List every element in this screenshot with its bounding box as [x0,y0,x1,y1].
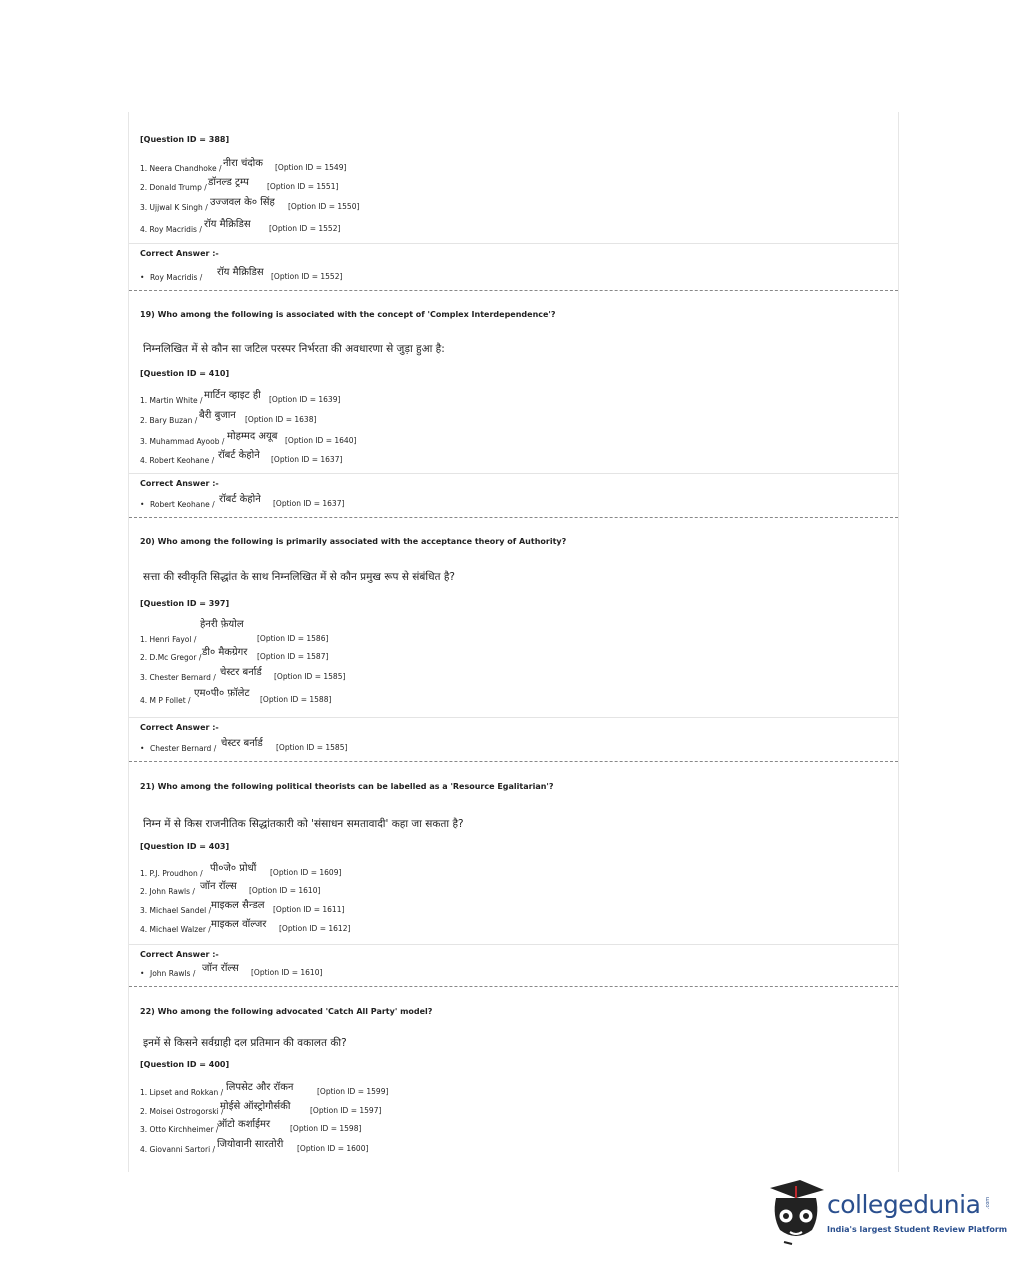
question-paper-page [128,112,899,1172]
option-text-en: 1. Neera Chandhoke / [140,164,222,173]
correct-answer-label: Correct Answer :- [140,479,219,488]
option-id: [Option ID = 1639] [269,395,341,404]
option-text-en: Roy Macridis / [150,273,203,282]
option-text-hi: उज्जवल के० सिंह [210,197,275,208]
option-text-hi: जॉन रॉल्स [200,881,237,892]
option-id: [Option ID = 1552] [269,224,341,233]
option-id: [Option ID = 1585] [274,672,346,681]
option-text-en: 3. Michael Sandel / [140,906,212,915]
question-title: 19) Who among the following is associated with the concept of 'Complex Interdependence'? [140,310,556,319]
option-text-hi: जॉन रॉल्स [202,963,239,974]
option-text-hi: रॉय मैक्रिडिस [217,267,264,278]
collegedunia-logo [766,1176,1008,1248]
option-id: [Option ID = 1637] [271,455,343,464]
option-text-hi: रॉबर्ट केहोने [219,494,261,505]
option-text-hi: मोहम्मद अयूब [227,431,278,442]
option-text-hi: चेस्टर बर्नार्ड [221,738,263,749]
option-text-en: 1. Martin White / [140,396,203,405]
option-id: [Option ID = 1612] [279,924,351,933]
question-title-hindi: सत्ता की स्वीकृति सिद्धांत के साथ निम्नलिखित में से कौन प्रमुख रूप से संबंधित है? [143,571,455,583]
mascot-icon [766,1176,826,1248]
question-title: 20) Who among the following is primarily associated with the acceptance theory of Authority? [140,537,567,546]
option-text-en: 2. Bary Buzan / [140,416,198,425]
option-id: [Option ID = 1552] [271,272,343,281]
option-text-en: 4. Roy Macridis / [140,225,202,234]
option-id: [Option ID = 1588] [260,695,332,704]
question-title: 21) Who among the following political theorists can be labelled as a 'Resource Egalitarian'? [140,782,554,791]
question-separator [129,761,898,762]
option-id: [Option ID = 1611] [273,905,345,914]
correct-answer-label: Correct Answer :- [140,723,219,732]
option-text-hi: पी०जे० प्रोधौं [210,863,257,874]
question-separator [129,290,898,291]
option-text-hi: मोईसे ऑस्ट्रोगौर्सकी [220,1101,291,1112]
option-text-en: 4. Robert Keohane / [140,456,215,465]
option-text-en: 3. Otto Kirchheimer / [140,1125,219,1134]
option-id: [Option ID = 1549] [275,163,347,172]
divider [129,944,898,945]
option-text-en: 4. Michael Walzer / [140,925,211,934]
option-id: [Option ID = 1587] [257,652,329,661]
question-id: [Question ID = 400] [140,1060,230,1069]
option-id: [Option ID = 1610] [249,886,321,895]
option-text-hi: हेनरी फ़ेयोल [200,619,244,630]
option-id: [Option ID = 1600] [297,1144,369,1153]
option-text-en: 2. John Rawls / [140,887,195,896]
option-text-hi: ऑटो कर्शाईमर [217,1119,271,1130]
correct-answer-label: Correct Answer :- [140,249,219,258]
option-id: [Option ID = 1638] [245,415,317,424]
option-text-en: 2. Donald Trump / [140,183,207,192]
question-title: 22) Who among the following advocated 'Catch All Party' model? [140,1007,433,1016]
bullet-icon: • [140,744,145,753]
option-text-en: 3. Ujjwal K Singh / [140,203,208,212]
question-title-hindi: निम्नलिखित में से कौन सा जटिल परस्पर निर्भरता की अवधारणा से जुड़ा हुआ है: [143,343,445,355]
option-id: [Option ID = 1640] [285,436,357,445]
option-id: [Option ID = 1551] [267,182,339,191]
option-text-hi: मार्टिन व्हाइट ही [204,390,261,401]
question-separator [129,517,898,518]
option-id: [Option ID = 1585] [276,743,348,752]
option-text-hi: डॉनल्ड ट्रम्प [208,177,249,188]
option-text-hi: बैरी बुजान [199,410,236,421]
question-title-hindi: निम्न में से किस राजनीतिक सिद्धांतकारी को 'संसाधन समतावादी' कहा जा सकता है? [143,818,464,830]
bullet-icon: • [140,500,145,509]
option-text-en: 4. Giovanni Sartori / [140,1145,216,1154]
logo-tagline: India's largest Student Review Platform [827,1225,1008,1234]
option-text-hi: चेस्टर बर्नार्ड [220,667,262,678]
option-text-hi: माइकल वॉल्जर [211,919,267,930]
option-text-en: 3. Muhammad Ayoob / [140,437,225,446]
option-text-en: 1. Lipset and Rokkan / [140,1088,224,1097]
option-text-en: 2. D.Mc Gregor / [140,653,202,662]
question-separator [129,986,898,987]
option-id: [Option ID = 1637] [273,499,345,508]
bullet-icon: • [140,273,145,282]
option-text-hi: नीरा चंदोक [223,158,263,169]
option-text-en: Robert Keohane / [150,500,215,509]
logo-suffix: .com [985,1196,992,1210]
option-text-en: 1. P.J. Proudhon / [140,869,203,878]
option-text-en: 3. Chester Bernard / [140,673,216,682]
question-id: [Question ID = 388] [140,135,230,144]
option-id: [Option ID = 1597] [310,1106,382,1115]
option-text-en: John Rawls / [150,969,196,978]
option-text-en: 1. Henri Fayol / [140,635,197,644]
logo-wordmark: collegedunia [827,1190,981,1219]
option-text-hi: रॉय मैक्रिडिस [204,219,251,230]
question-id: [Question ID = 397] [140,599,230,608]
option-text-en: 4. M P Follet / [140,696,191,705]
divider [129,717,898,718]
option-text-hi: रॉबर्ट केहोने [218,450,260,461]
divider [129,243,898,244]
option-text-en: 2. Moisei Ostrogorski / [140,1107,224,1116]
option-text-hi: एम०पी० फ़ॉलेट [194,688,250,699]
option-id: [Option ID = 1598] [290,1124,362,1133]
bullet-icon: • [140,969,145,978]
option-id: [Option ID = 1550] [288,202,360,211]
option-text-hi: लिपसेट और रॉकन [226,1082,294,1093]
question-id: [Question ID = 403] [140,842,230,851]
option-id: [Option ID = 1610] [251,968,323,977]
question-title-hindi: इनमें से किसने सर्वग्राही दल प्रतिमान की वकालत की? [143,1037,347,1049]
divider [129,473,898,474]
question-id: [Question ID = 410] [140,369,230,378]
option-text-hi: जियोवानी सारतोरी [217,1139,284,1150]
option-id: [Option ID = 1609] [270,868,342,877]
option-text-en: Chester Bernard / [150,744,217,753]
option-id: [Option ID = 1586] [257,634,329,643]
correct-answer-label: Correct Answer :- [140,950,219,959]
option-id: [Option ID = 1599] [317,1087,389,1096]
option-text-hi: डी० मैकग्रेगर [202,647,248,658]
option-text-hi: माइकल सैन्डल [211,900,265,911]
